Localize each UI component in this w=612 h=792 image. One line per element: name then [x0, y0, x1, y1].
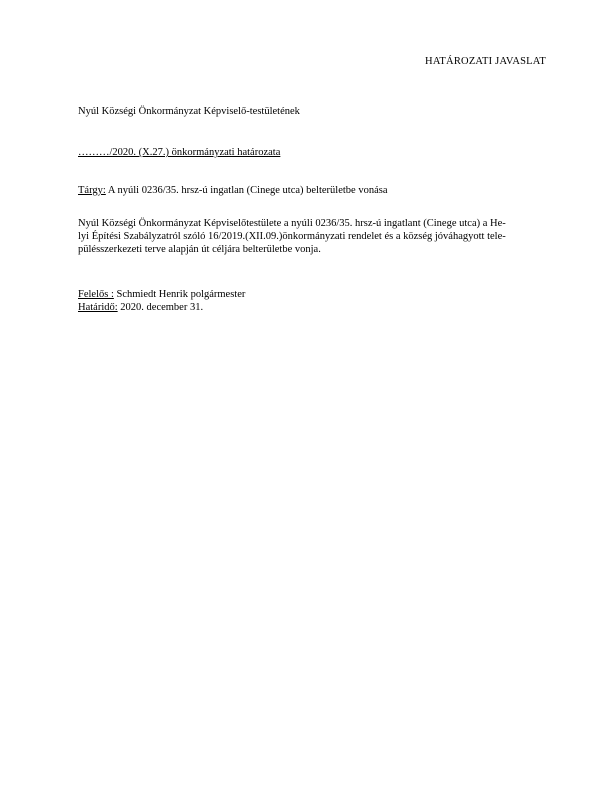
deadline-line: [78, 301, 546, 314]
resolution-body: [78, 217, 546, 256]
resolution-number: [78, 146, 546, 159]
subject-text: A nyúli 0236/35. hrsz-ú ingatlan (Cinege utca) belterületbe vonása: [107, 185, 388, 196]
subject-line: [78, 184, 546, 197]
resolution-number-text: ………/2020. (X.27.) önkormányzati határozata: [78, 147, 281, 158]
addressee-line: Nyúl Községi Önkormányzat Képviselő-testületének: [78, 106, 300, 117]
deadline-label: Határidő:: [78, 302, 118, 313]
responsible-value: Schmiedt Henrik polgármester: [113, 289, 246, 300]
responsible-line: [78, 288, 546, 301]
document-heading: HATÁROZATI JAVASLAT: [425, 56, 546, 67]
responsibility-block: [78, 288, 546, 314]
body-line: Nyúl Községi Önkormányzat Képviselőtestülete a nyúli 0236/35. hrsz-ú ingatlant (Cinege utca) a He-: [78, 218, 506, 229]
deadline-value: 2020. december 31.: [117, 302, 204, 313]
body-line: pülésszerkezeti terve alapján út céljára belterületbe vonja.: [78, 244, 321, 255]
subject-label: Tárgy:: [78, 185, 106, 196]
body-line: lyi Építési Szabályzatról szóló 16/2019.(XII.09.)önkormányzati rendelet és a község jóváhagyott tele-: [78, 231, 506, 242]
responsible-label: Felelős :: [78, 289, 114, 300]
